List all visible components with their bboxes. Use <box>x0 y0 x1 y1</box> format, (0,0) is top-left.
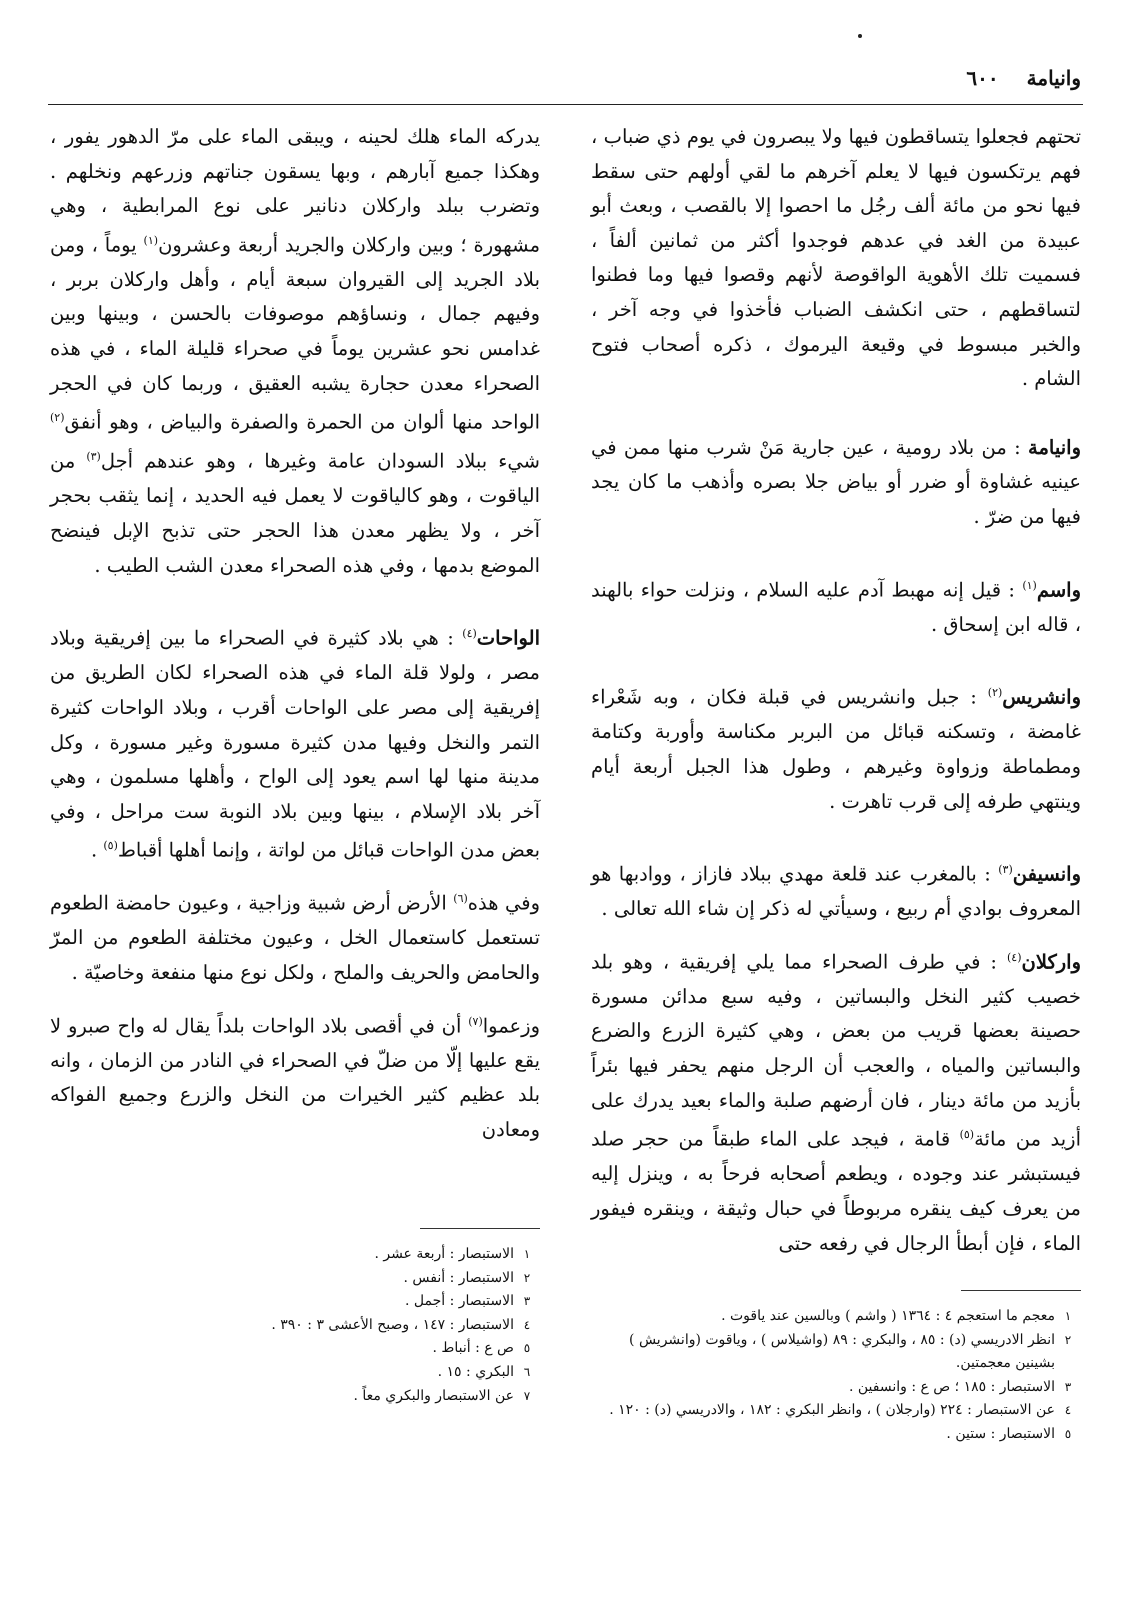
entry-text: : من بلاد رومية ، عين جارية مَنْ شرب منها ممن في عينيه غشاوة أو ضرر أو بياض جلا بصره وأذهب ما كان يجد فيها من ضرّ . <box>591 435 1081 528</box>
footnote: ٦ البكري : ١٥ . <box>437 1363 531 1380</box>
ink-speck <box>858 34 862 38</box>
left-column <box>50 120 540 1182</box>
footnotes-right <box>591 1290 1081 1447</box>
page-header <box>48 66 1081 96</box>
footnote-marker: (٣) <box>86 450 101 464</box>
footnote-marker: (٢) <box>50 411 65 425</box>
footnote-rule <box>420 1228 540 1229</box>
footnote-rule <box>961 1290 1081 1291</box>
footnote: ٣ الاستبصار : أجمل . <box>405 1293 531 1310</box>
footnote: ٥ الاستبصار : ستين . <box>946 1425 1072 1442</box>
entry-warklan <box>591 941 1081 1261</box>
footnotes-left <box>50 1228 540 1408</box>
footnote-marker: (١) <box>1022 578 1037 592</box>
footnote-marker: (٤) <box>462 627 477 641</box>
entry-text: : في طرف الصحراء مما يلي إفريقية ، وهو بلد خصيب كثير النخل والبساتين ، وفيه سبع مدائن مسورة حصينة بعضها قريب من بعض ، وهي كثيرة الزرع والضرع والبساتين والمياه ، والعجب أن الرجل منهم يحفر فيها بئراً بأزيد من مائة دينار ، فان أرضهم صلبة والماء بعيد يدرك على أزيد من مائة <box>591 950 1082 1151</box>
footnote: ٧ عن الاستبصار والبكري معاً . <box>353 1387 531 1404</box>
page-number: ٦٠٠ <box>966 66 999 90</box>
paragraph-continuation: يدركه الماء هلك لحينه ، ويبقى الماء على مرّ الدهور يفور ، وهكذا جميع آبارهم ، وبها يسقون جناتهم وزرعهم ونخلهم . وتضرب ببلد واركلان دنانير على نوع المرابطية ، وهي مشهورة ؛ وبين واركلان والجريد أربعة وعشرون$^{(١)}$ يوماً ، ومن بلاد الجريد إلى القيروان سبعة أيام ، وأهل واركلان بربر ، وفيهم جمال ، ونساؤهم موصوفات بالحسن ، وبينها وبين غدامس نحو عشرين يوماً في صحراء قليلة الماء ، في هذه الصحراء معدن حجارة يشبه العقيق ، وربما كان في الحجر الواحد منها ألوان من الحمرة والصفرة والبياض ، وهو أنفق$^{(٢)}$ شيء ببلاد السودان عامة وغيرها ، وهو عندهم أجل$^{(٣)}$ من الياقوت ، وهو كالياقوت لا يعمل فيه الحديد ، إنما يثقب بحجر آخر ، ولا يظهر معدن هذا الحجر حتى تذبح الإبل فينضح الموضع بدمها ، وفي هذه الصحراء معدن الشب الطيب . <box>50 125 541 577</box>
footnote-marker: (٢) <box>987 686 1003 700</box>
header-rule <box>48 104 1083 105</box>
footnote-marker: (٦) <box>453 892 468 906</box>
footnote-marker: (٥) <box>959 1128 975 1142</box>
footnote: ٢ الاستبصار : أنفس . <box>403 1269 531 1286</box>
entry-wahat: الواحات$^{(٤)}$ : هي بلاد كثيرة في الصحراء ما بين إفريقية وبلاد مصر ، ولولا قلة الماء في هذه الصحراء لكان الطريق من إفريقية إلى مصر على الواحات أقرب ، وبلاد الواحات كثيرة التمر والنخل وفيها مدن كثيرة مسورة وغير مسورة ، وكل مدينة منها لها اسم يعود إلى الواح ، وأهلها مسلمون ، وهي آخر بلاد الإسلام ، بينها وبين بلاد النوبة ست مراحل ، وفي بعض مدن الواحات قبائل من لواتة ، وإنما أهلها أقباط$^{(٥)}$ . <box>50 626 540 862</box>
entry-heading: الواحات <box>476 626 540 650</box>
footnote: ١ الاستبصار : أربعة عشر . <box>374 1246 531 1262</box>
entry-heading: واسم <box>1036 578 1081 602</box>
footnote: ٣ الاستبصار : ١٨٥ ؛ ص ع : وانسفين . <box>848 1378 1072 1395</box>
entry-text: : بالمغرب عند قلعة مهدي ببلاد فازاز ، ووادبها هو المعروف بوادي أم ربيع ، وسيأتي له ذكر إن شاء الله تعالى . <box>591 862 1081 921</box>
paragraph-springs: وفي هذه$^{(٦)}$ الأرض أرض شبية وزاجية ، وعيون حامضة الطعوم تستعمل كاستعمال الخل ، وعيون مختلفة الطعوم من المرّ والحامض والحريف والملح ، ولكل نوع منها منفعة وخاصيّة . <box>50 891 540 985</box>
entry-wanyama <box>591 431 1081 535</box>
entry-wansifen <box>591 853 1081 927</box>
footnote-marker: (٣) <box>998 863 1013 877</box>
right-column <box>591 120 1081 1295</box>
footnote: ٥ ص ع : أنباط . <box>432 1340 531 1357</box>
entry-wasim <box>591 569 1081 643</box>
footnote-marker: (١) <box>143 233 159 247</box>
entry-heading: وانيامة <box>1028 435 1081 459</box>
entry-heading: وانسيفن <box>1012 862 1081 886</box>
entry-heading: وانشريس <box>1002 685 1081 709</box>
running-head: وانيامة <box>1026 66 1081 90</box>
paragraph-wah-sabru: وزعموا$^{(٧)}$ أن في أقصى بلاد الواحات بلداً يقال له واح صبرو لا يقع عليها إلّا من ضلّ في الصحراء في النادر من الزمان ، وانه بلد عظيم كثير الخيرات من النخل والزرع وجميع الفواكه ومعادن <box>50 1014 540 1141</box>
entry-text: : جبل وانشريس في قبلة فكان ، وبه شَعْراء غامضة ، وتسكنه قبائل من البربر مكناسة وأوربة وكتامة ومطماطة وزواوة وغيرهم ، وطول هذا الجبل أربعة أيام وينتهي طرفه إلى قرب تاهرت . <box>591 685 1081 813</box>
footnote: ٤ عن الاستبصار : ٢٢٤ (وارجلان ) ، وانظر البكري : ١٨٢ ، والادريسي (د) : ١٢٠ . <box>609 1402 1072 1419</box>
footnote: ٢ انظر الادريسي (د) : ٨٥ ، والبكري : ٨٩ (واشيلاس ) ، وياقوت (وانشريش ) بشينين معجمتين. <box>629 1331 1072 1372</box>
footnote: ٤ الاستبصار : ١٤٧ ، وصبح الأعشى ٣ : ٣٩٠ . <box>271 1316 531 1333</box>
footnote-marker: (٤) <box>1006 950 1022 964</box>
paragraph-continuation: تحتهم فجعلوا يتساقطون فيها ولا يبصرون في يوم ذي ضباب ، فهم يرتكسون فيها لا يعلم آخرهم ما لقي أولهم حتى سقط فيها نحو من مائة ألف رجُل ما احصوا إلا بالقصب ، وبعث أبو عبيدة من الغد في عدهم فوجدوا أكثر من ثمانين ألفاً ، فسميت تلك الأهوية الواقوصة لأنهم وقصوا فيها وما فطنوا لتساقطهم ، حتى انكشف الضباب فأخذوا في وجه آخر ، والخبر مبسوط في وقيعة اليرموك ، ذكره أصحاب فتوح الشام . <box>591 125 1081 391</box>
footnote-marker: (٥) <box>103 839 118 853</box>
entry-text: : هي بلاد كثيرة في الصحراء ما بين إفريقية وبلاد مصر ، ولولا قلة الماء في هذه الصحراء لكان الطريق من إفريقية إلى مصر على الواحات أقرب ، وبلاد الواحات كثيرة التمر والنخل وفيها مدن كثيرة مسورة وغير مسورة ، وكل مدينة منها لها اسم يعود إلى الواح ، وأهلها مسلمون ، وهي آخر بلاد الإسلام ، بينها وبين بلاد النوبة ست مراحل ، وفي بعض مدن الواحات قبائل من لواتة ، وإنما أهلها أقباط <box>50 626 540 862</box>
entry-wansharis <box>591 676 1081 819</box>
entry-text-cont: قامة ، فيجد على الماء طبقاً من حجر صلد فيستبشر عند وجوده ، ويطعم أصحابه فرحاً به ، وينزل إليه من يعرف كيف ينقره مربوطاً في حبال وثيقة ، وينقره فيفور الماء ، فإن أبطأ الرجال في رفعه حتى <box>591 1127 1081 1255</box>
footnote-marker: (٧) <box>468 1014 483 1028</box>
footnote: ١ معجم ما استعجم ٤ : ١٣٦٤ ( واشم ) وبالسين عند ياقوت . <box>721 1308 1072 1324</box>
entry-heading: واركلان <box>1021 950 1081 974</box>
entry-text: : قيل إنه مهبط آدم عليه السلام ، ونزلت حواء بالهند ، قاله ابن إسحاق . <box>591 578 1081 636</box>
